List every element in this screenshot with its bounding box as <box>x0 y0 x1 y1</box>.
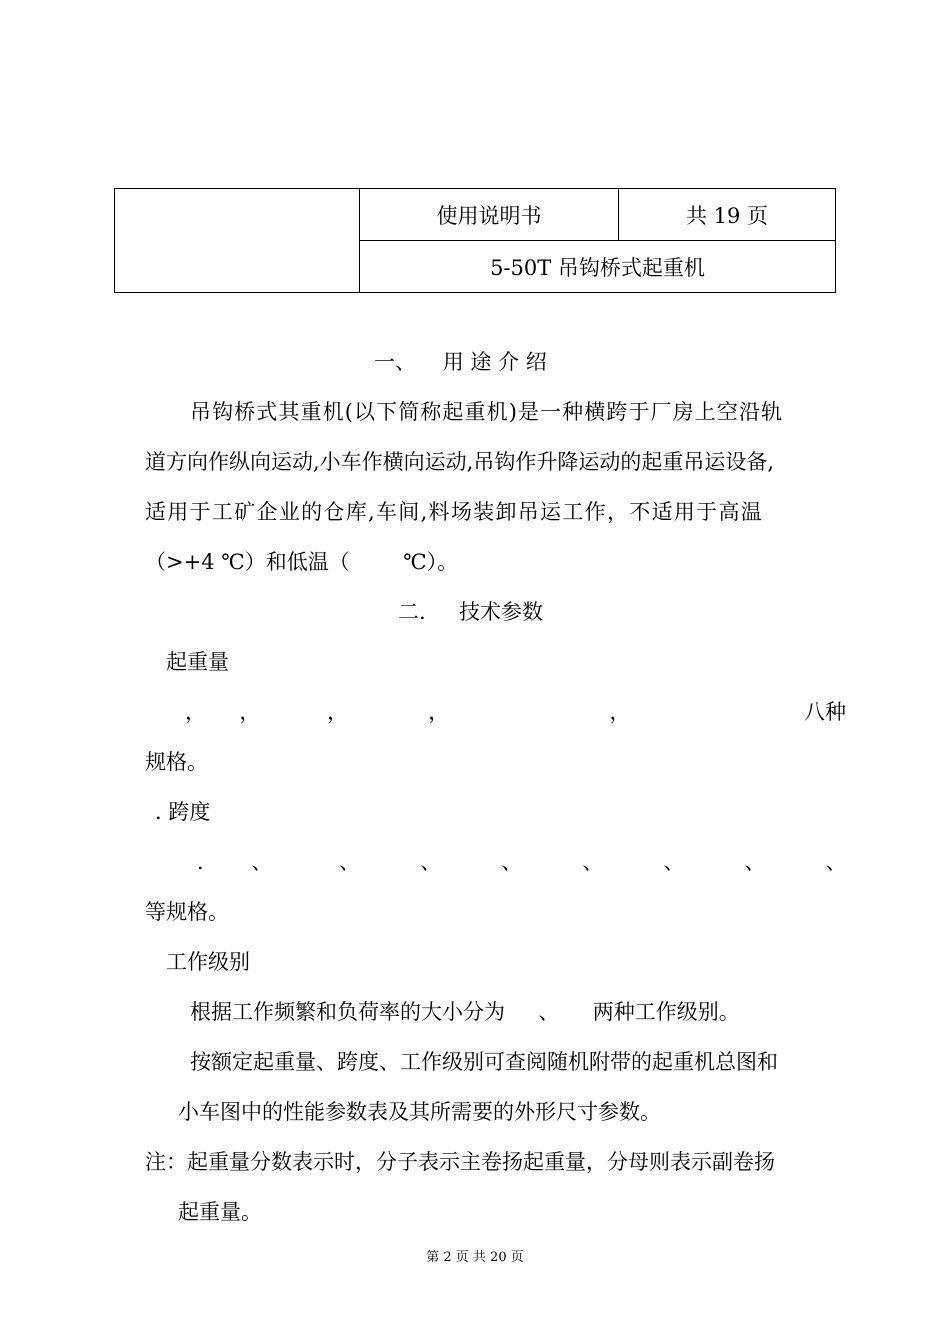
logo-cell <box>115 189 360 293</box>
note-line-2: 起重量。 <box>178 1200 262 1224</box>
note-line-1: 注：起重量分数表示时，分子表示主卷扬起重量，分母则表示副卷扬 <box>145 1150 775 1174</box>
total-pages-cell: 共 19 页 <box>619 189 836 241</box>
capacity-tail: 规格。 <box>145 750 208 774</box>
span-label: . 跨度 <box>155 800 211 824</box>
page-footer: 第 2 页 共 20 页 <box>426 1250 524 1265</box>
paragraph-line-1: 吊钩桥式其重机(以下简称起重机)是一种横跨于厂房上空沿轨 <box>190 400 784 424</box>
capacity-label: 起重量 <box>166 650 229 674</box>
doc-type-cell: 使用说明书 <box>360 189 619 241</box>
product-name-cell: 5-50T 吊钩桥式起重机 <box>360 241 836 293</box>
paragraph-line-4: （>+4 ℃）和低温（ ℃）。 <box>145 550 459 574</box>
paragraph-line-2: 道方向作纵向运动,小车作横向运动,吊钩作升降运动的起重吊运设备, <box>145 450 775 474</box>
section2-title: 二. 技术参数 <box>398 600 544 624</box>
class-line: 根据工作频繁和负荷率的大小分为 、 两种工作级别。 <box>190 1000 740 1024</box>
section1-title: 一、 用 途 介 绍 <box>374 350 547 374</box>
capacity-row: ， ， ， ， ， 八种 <box>185 700 846 724</box>
reference-line-2: 小车图中的性能参数表及其所需要的外形尺寸参数。 <box>178 1100 661 1124</box>
reference-line-1: 按额定起重量、跨度、工作级别可查阅随机附带的起重机总图和 <box>190 1050 778 1074</box>
span-row: ． 、 、 、 、 、 、 、 、 <box>197 850 847 874</box>
span-tail: 等规格。 <box>145 900 229 924</box>
class-label: 工作级别 <box>166 950 250 974</box>
paragraph-line-3: 适用于工矿企业的仓库,车间,料场装卸吊运工作，不适用于高温 <box>145 500 764 524</box>
header-table <box>114 188 836 293</box>
